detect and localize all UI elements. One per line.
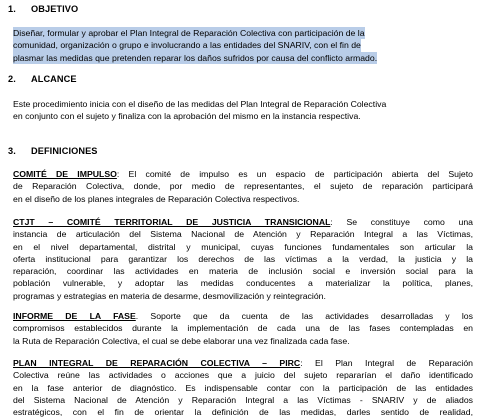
definition-first-line xyxy=(13,357,473,369)
text-line: en el nivel departamental, distrital y municipal, cuyas funciones fundamentales son articular la xyxy=(13,241,473,252)
definition-term: CTJT – COMITÉ TERRITORIAL DE JUSTICIA TRANSICIONAL xyxy=(13,217,331,227)
definition-informe-fase xyxy=(13,310,473,347)
definition-text: : Se constituye como una xyxy=(330,217,473,227)
definition-text: . Soporte que da cuenta de las actividades desarrolladas y los xyxy=(135,311,473,321)
section-heading-alcance xyxy=(8,74,77,84)
section-title: ALCANCE xyxy=(31,74,77,84)
text-line: la Ruta de Reparación Colectiva, el cual se debe elaborar una vez finalizada cada fase. xyxy=(13,335,350,346)
section-heading-definiciones xyxy=(8,146,98,156)
definition-comite-impulso xyxy=(13,168,473,205)
text-line: oferta institucional para garantizar los derechos de las víctimas a la verdad, la justicia y la xyxy=(13,253,473,264)
text-line: población vulnerable, y adoptar las medidas conducentes a materializar la política, planes, xyxy=(13,278,473,289)
definition-first-line xyxy=(13,168,473,180)
objetivo-paragraph[interactable] xyxy=(13,27,473,64)
definition-term: PLAN INTEGRAL DE REPARACIÓN COLECTIVA – PIRC xyxy=(13,358,301,368)
text-line: estratégicos, con el fin de orientar la definición de las medidas, darles sentido de realidad, xyxy=(13,407,473,418)
text-line: plasmar las medidas que pretenden reparar los daños sufridos por causa del conflicto armado. xyxy=(13,52,378,63)
definition-first-line xyxy=(13,310,473,322)
definition-first-line xyxy=(13,216,473,228)
text-line: instancia de articulación del Sistema Nacional de Atención y Reparación Integral a las Víctimas, xyxy=(13,229,473,240)
text-line: en la fase anterior de diagnóstico. Es indispensable contar con la participación de las entidades xyxy=(13,382,473,393)
text-line: Diseñar, formular y aprobar el Plan Integral de Reparación Colectiva con participación de la xyxy=(13,28,365,38)
section-number: 2. xyxy=(8,74,16,84)
text-line: Colectiva reúne las actividades o acciones que a juicio del sujeto repararían el daño identificado xyxy=(13,370,473,381)
definition-pirc xyxy=(13,357,473,418)
text-line: de Reparación Colectiva, donde, por medio de representantes, el sujeto de reparación participará xyxy=(13,181,473,192)
definition-text: : El comité de impulso es un espacio de participación abierta del Sujeto xyxy=(116,169,473,179)
definition-text: : El Plan Integral de Reparación xyxy=(300,358,473,368)
section-heading-objetivo xyxy=(8,4,78,14)
text-line: compromisos establecidos durante la implementación de cada una de las fases contempladas en xyxy=(13,323,473,334)
text-line: del Sistema Nacional de Atención y Reparación Integral a las Víctimas - SNARIV y de aliados xyxy=(13,394,473,405)
definition-ctjt xyxy=(13,216,473,302)
alcance-paragraph xyxy=(13,98,473,123)
definition-term: INFORME DE LA FASE xyxy=(13,311,136,321)
section-number: 1. xyxy=(8,4,16,14)
definition-term: COMITÉ DE IMPULSO xyxy=(13,169,117,179)
section-title: DEFINICIONES xyxy=(31,146,98,156)
text-line: Este procedimiento inicia con el diseño de las medidas del Plan Integral de Reparación Colectiva xyxy=(13,99,387,109)
text-line: reparación, coordinar las actividades en materia de inclusión social e inversión social para la xyxy=(13,266,473,277)
section-number: 3. xyxy=(8,146,16,156)
text-line: comunidad, organización o grupo e involucrando a las entidades del SNARIV, con el fin de xyxy=(13,40,361,51)
text-line: programas y estrategias en materia de desarme, desmovilización y reintegración. xyxy=(13,290,326,301)
text-line: en conjunto con el sujeto y finaliza con la aprobación del mismo en la instancia respectiva. xyxy=(13,111,361,122)
section-title: OBJETIVO xyxy=(31,4,79,14)
text-line: en el diseño de los planes integrales de Reparación Colectiva respectivos. xyxy=(13,193,300,204)
